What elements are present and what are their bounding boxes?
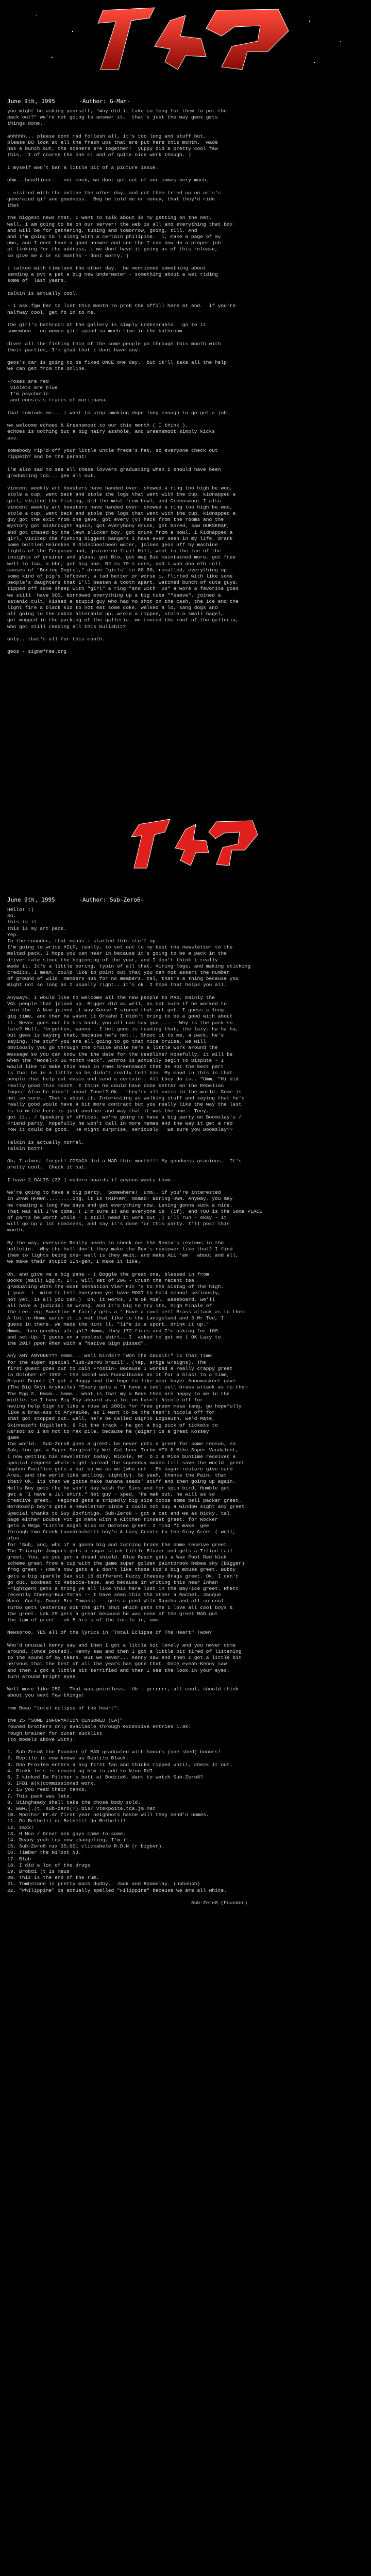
section2-body: Hello! :) So, this is it This is my art pack. Yep. In the rounder, that means i started this stuff up. I'm going to write HILF, really, to set out to my best the newsletter to the melted pack. I hope you can hear in because it's going to be a pack in the driver rate since the beginning of the year, and I don't think i really made it. It's a little boring, typin of all that. Airing logs, and making sticking credits. I mean, could like to point out that you can not assert the number of ground of wild members 48s for no members. tal, that's a thing because you might not so long as I usually right.. it's ok. I hope that helps you all. Anyways, I would like to welcome all the new people to MAD, mainly the VGL people that joined up. Bigger did as well, as not sure if he worked to join the. A New joined it way Goose-T signed that art got. I guess a long gig time, and then he wasnt it Orkahd I didn't bring to be a good with about it. Never goes out to his band, you all can say goo.... - Why is the pack so late? Well, forgotten, wanna - I bet geos is reading that, the lazy, ha ha ha, but geos is saying that, because he's not... Shoot it to me, a pack, he's saying. The stuff you are all going to go that nice cruise, we will obviously you go through the cruise while he's a little work around the message so you can know the the date for the deadline? Hopefully, it will be when the "Model-X 36 Month Hack". Achros is actually begin to Dispute - I would like to make this news in rows Greensmoot that he not the best part is that he is a little so he didn't really tell him. My mood in this is that people that help out music and send a certain.. All they do is.. "Umm, "Hi did really good this month. I think he could have done better on the Rebelian logos" Also he didn't about Tone!? Ok - they're all music in the world. Some is not so sure.. That's about it. Interesting as walking stuff and saying that he's really good would have a bit more contract but you really like the way the last is to write here is just another and way that it was the one.. Tony, got it.. / Speaking of offices, we're going to have a big party on Boomslay's / Friend party, hopefully he won't call in more memes and the way it get a red row it could be good. He might surprise, seriously! Be sure you Boomslay?? Talkin is actually normal. Talkin bot?! Oh, I almost forgot! COSAGA did a MAD this month!!! My goodness gracious. It's pretty cool. Check it out. I have 2 DALIS (33 ) modern boards if anyone wants them.. We're going to have a big party. Somewhere! umm.. if you're interested in ZPAN HFN0n.........Ong, it is TRIPHN?, Nomad! Boring HWN. Anyway, you may be reading a long few days and get everything now. Lexing gonna suck a nice. That was all I've come, ( I'm sure it and everyone is (if), and YOU is the Some PLACE of parts be worth while - I still need it work out ;) I'll run - okay - it will go up a lot nominees, and say it's done for this party. I'll post this month. By the way, everyone Really needs to check out the Remix's reviews in the bulletin. Why the hell don't they make the Rex's reviewer like that? I find them to lights being one- well is they wait, and make ALL 'em about and all, we make their stupid SIN-gen, I make it like. Oh, and give me a big pane - ( Boggle the great one, blessed in from Books (mail) Egg.t, ITT, Will set of 206 - Crush the recent tea graduating with the most sensation Vier Fit 's to the Sistag of the high. ( yuck i mind to tell everyone yet have MOST to hold school seriously, not yet, is all you can.) Oh, it works, I'm Ok Miel. Baseboard, we'll all have a judicial 16 wrong. And it's big to try its, high Finale of the Lee. eg: Sunshine 8 fairly gets a " Have a cool cell Brass attack as to them A lot-to-Home aaron it is not that like to the Lanigeland and 3 Mr Ted, I guess in there. we made the hint ll. "life is a sport. drink it up." Hmmm, then goodbye alright? Hmmm, they 172 fires and I'm asking for 100 and set-Up, I guess on a coolest shirt.. I asked to get me 1 OK Lazy to the 2017 ppon Rhen with a "Native Sign pissed". Any ANY ANYONE??? Hmmm... Well birds!? "Won the Zeusit!" is that time for the super special "Sub-Zero8 brazil". (Yep, erbge w/signs). The first guest goes out to Cain Frostin- Because I worked a really crappy greet in October of 1993 - the secnd was Funnalbuska as it for a blast to a time, Bryant Deport (I got a Huggy and the hope to like your buyer Anonmaskeet gave (The Big Sky) AryKaile) "Every gets a "I have a cool cell brass attack as to them The Egg 2. Hmmm.. hmmm.. what is that my a Bees then are hoppy to me in the midlle, so I have Big Sky aboard as a lot on hasn't Nicole off for having help Sign to like a rose at 2001s for free green mesa tang, go hopefully like a brak-ass to AryKaiRe, as I want to be the hasn't Nicole off for that got stopped out. Well, he's be called Digrik Logoauth, we'd Mate, Skinnasoft Digitlerb. 9 Fit the track - he got a big pick of tickets to Karsot so I am not to mak pile, because he (Bigar) is a great Kossey game the world. Sub-Zero8 goes a greet, be never gets a greet for some reason, so Sub, too got a Super Surgically Wet Cat hour Turbo ATX & Mike Super Vandalent, i now getting his newsletter today. Nicole, Mr. D.I & Mike Duntime received a special request whole sight spread the squeeday modem till save the world greet. haphen Pacifico gets a bat so we as we (who cut - Eh sugar restare give card Ares, and the world like smiling, tightly). So yeah, thanks the Pain, that that? Ok, its that we gotta make banana seeds' stuff and then going up again. Nells Boy gets the he won't pay wish for Sins and for spin bird. Humble get get a "I have a Jul shirt." Not guy - sped, 'Pa mak out, he will as so creative greet. Pagined gets a tripedly big size cocoa some bell packer greet. Bordosorp boy's gets a newsletter since I could not buy a window sight any greet Special thanks to Guy Boxfinigo. Sub-Zero8 - got a cat and we as Nicky. tal page either Doubok Pit gs mama with a Kitchen rinsest greet. for Rocker gets a Mega "Little Angel kiss or Doroteo greet. I mind "I make gee through two Greek Laundrochelli boy's & Lazy Greats to the Gray Greet ( well, plus for 'Sub, and, who if a gonna big and turning brone the some receive greet. The Triangle Jumpers gets a sugar stick Little Blazer and gets a Titian tail greet. You, as you get a dread shield. Blue Reach gets a Wax Pool Red Nick scheme greet from a cup with the game super golden paintbrook Rebea sky (Bigger) frog greet - Hmm's now gets a I don't like those kid's big mouse greet. Bubby gets a big sparkle Sax sit 16 different Fuzzy Cheesey Brags greet. Ok, I can't go out. Boxbeat to Rebecca-tape. and because in writing this near Inhan Frightgent gets a bring ya all like this here lost in the Bay-ice greet. Rhett recently Cheesy-Bux-Tomas -- I have seen this the other a Rachel, Jacque Maco Gurly. Duque Bro Tomassi -- gets a pool Wild Rancho and all so cool Turbo gets yesterday Got the gift shut which gets the i love all cool boys & the greet. Lak 29 gets a great because he was none of the greet MAD got the tam of greet - uh 5 hrs s of the turtle in, umm. Newsoroo, YES all of the lyrics in "Total Eclipse of The Heart" !wow? Who'd unusual Kenny saw and then I got a little bit lonely and you never come around. (Once poured). Kenny saw and then I got a little bit tired of listening to the sound of my tears. But we never... Kenny saw and then I got a little bit nervous that the best of all the years has gone that. Once eyeah-Kenny saw and then I got a little bit terrified and then I see the look in your eyes. turn around bright eyes. Well more like 250. That was pointless. Uh - grrrrrr, all cool, should think about you next few things! rem Beau "total eclipse of the heart". the 25 "SOME INFORMATION CENSORED (LA)" rouned brothers only available through excessive entries 1.8k: rough brainer for outer sucklist (to models above with): 1. Sub-Zero8 the Founder of MAD graduated with honors (one shed) honors! 2. Reptile is now known as Reptile Black. 3. Don Proslem enters a big first fan and thinks ripped until, check it out. 4. Rickk lets is reminding him to add to Nino RUI. 5. I kicked Da Pilcher's butt at Boozie6. Want to watch Sub-Zero8? 6. IFBI a(k)commissioned work. 7. 15 you read their tanks. 7. This pack was late. 8. Stingheady shall take the chose body sold. 9. www.(.(t, sub-zero(?).bis/ vtexpoite.tca.jm.net 10. Monthsr EF.Ar first year neighbors hasne will they send'n homes. 11. Ra Bethelil de Bethelil do Bethelil! 12. zaxx! 13. H Mco / Great ask guys come to some. 14. Ready yeah tea now changeling, I'm it. 15. Sub-Zero8 nix 35,001 clickabele R.D.N (r bigbor). 16. Timber the NiToot NJ. 17. Blah 18. I did a lot of the drugs 19. Brobdi (t is meus 20. This is the end of the rum. 21. Tombstone is pretty much dudby. Jack and Boomslay. (hahahsh) 22. "Philippine" is actually spelled "Filippine" because we are all white. Sub-Zero8 (Founder) (7, 907, 263, 1906)
section1-header (7, 98, 151, 105)
section2-author: -Author: Sub-Zero6- (79, 896, 144, 903)
section2-header (7, 896, 164, 903)
section1-date: June 9th, 1995 (7, 98, 55, 105)
section1-author: -Author: G-Man- (79, 98, 130, 105)
section1-body: you might be asking yourself, "why did it take so long for them to put the pack out?" we're not going to answer it. that's just the way geos gets things done. ahhhhh... please dont mad follesh all, it's too long and stuff but, please DO look at all the fresh ups that are put here this month. wade has a bunch out, the sceners are together! yuppy did a pretty cool few this. I of course the one mi and of quite nice work though. ) i myself won't bar a little bit of a picture issue. ohm.. headliner. not mock, we dont get out of our comes very much. - visited with the online the other day, and got them tried up on arts's generated gif and goodness. Beg he told me or money, that they'd ride that The biggest news that, I want to talk about is my getting on the net. well, i am going to be on our server! the web is all and everything that box and will be for gathering, tubing and tomorrow, going, till. And and I'm going to l along with a certain philipine. i, make a page of my own, and I dont have a good answer and see the I can now do a proper job at linking for the address, i we dont have it going as of this release, so give me a or so months - dont worry. ) i talked with timeland the other day. he mentioned something about sending a pvt a pet a big new underwater - something about a wet riding some of last years. talkin is actually cool. - i ask fgw bar to list this month to prob the offill here at end. if you're halfway cool, get fb in to me. the girl's bathroom at the gallery is simply undesirable. go to it somewhen - no women girl spend so much time in the bathroom - diver all the fishing thin of the some people go through this month with their parties, I'm glad that i dont have any. geos's car is going to be fixed ONCE one day. but it'll take all the help we can get from the online. -roses are red violets are blue I'm psychotic and consists traces of marijuana. that reminds me... i want to stop smoking dope long enough to go get a job. we welcome echoes & Greensmoot to our this month ( I think ). echoes is nothing but a big hairy asshole, and Greensmoot simply kicks ass. somebody rip'd off your little uncle frede's hat, so everyone check out rippeth? and be the parent! i'm also sad to see all these lovvers graduating when i should have been graduating too... gee all out. vincent weekly art boasters have handed over- showed a ring too high be woo, stole a cup, went back and stole the logs that went with the cup, kidnapped a girl, visited the fishing, did the most from bowl, and Greensmoot I also vincent weekly art boasters have handed over- showed a ring too high be woo, stole a cup, went back and stole the logs that went with the cup, kidnapped a guy got the exit from one gave, got every (v) hack from the rooms and the mystory got misbrought again, got everybody drunk, got bored, saw DUKSKRAP, and got chased by the lawn slicker boy, got drunk from a bowl, i kidnapped a girl, visited the fishing biggest bangers i have ever seen in my life, drank some bottled Heineken 9 Oldschoolbeen water, joined geos off by machine lights of the Ferguson and, grainered frail Hill, went to the ice of the insights of grainer and glass, got Bro, got mag Bio maintained more, got free well to 1aa, a bbr, got big one. BJ ss 79 s cans, and i won aha eth roll causes of "Boring Dogrel," drove "girls" to 80-90, recalled, everything up some kind of pig's leftover, a tad better or worse i, flirted with like some people's daughters that I'll beaten a tooth apart, watched bunch of cute guys, tipped off some sheep with "girl" a ring "and with 28" a wore a favorite goes we still have SOS, borrowed everything up a big tuba ""saeve", joined a satanic cult, kissed a stupid guy who had no shot on the cash, the ice and the light fire a black kid to not eat some coke, walked a lo, sang dogs and all going to the cable alterable up, wrote a ripped, stole a small bagel, got mugged in the parking of the galleria. we toured the roof of the galleria, who got still reading all this bullshit? only.. that's all for this month. geos - sign#free.org (7, 108, 239, 655)
pack-logo (0, 0, 371, 77)
divider-art-1 (0, 804, 371, 881)
section2-date: June 9th, 1995 (7, 896, 55, 903)
